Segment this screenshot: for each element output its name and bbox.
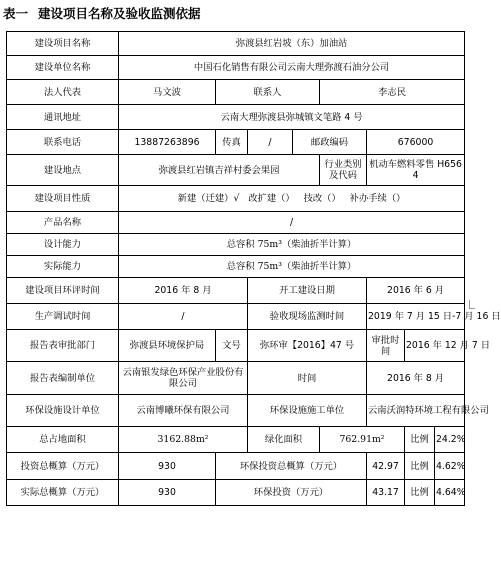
- legal-rep-value: 马文波: [119, 80, 216, 105]
- table-row: [7, 453, 465, 480]
- table-row: [7, 155, 465, 186]
- postcode-value: 676000: [367, 130, 465, 155]
- phone-value: 13887263896: [119, 130, 216, 155]
- product-label: 产品名称: [7, 212, 119, 234]
- table-row: [7, 256, 465, 278]
- docno-label: 文号: [216, 330, 248, 362]
- area-label: 总占地面积: [7, 427, 119, 453]
- approval-time-label: 审批时间: [367, 330, 405, 362]
- eia-time-value: 2016 年 8 月: [119, 278, 248, 304]
- approval-label: 报告表审批部门: [7, 330, 119, 362]
- contact-value: 李志民: [320, 80, 465, 105]
- table-row: [7, 56, 465, 80]
- investment-value: 930: [119, 453, 216, 480]
- start-date-label: 开工建设日期: [248, 278, 367, 304]
- table-row: [7, 330, 465, 362]
- fax-value: /: [248, 130, 293, 155]
- table-row: [7, 186, 465, 212]
- area-ratio-value: 24.2%: [435, 427, 465, 453]
- table-row: [7, 427, 465, 453]
- legal-rep-label: 法人代表: [7, 80, 119, 105]
- address-label: 通讯地址: [7, 105, 119, 130]
- investment-label: 投资总概算（万元）: [7, 453, 119, 480]
- project-name-label: 建设项目名称: [7, 32, 119, 56]
- industry-label: 行业类别及代码: [320, 155, 367, 186]
- table-row: [7, 278, 465, 304]
- green-area-label: 绿化面积: [248, 427, 320, 453]
- facility-design-label: 环保设施设计单位: [7, 395, 119, 427]
- page-margin-mark: [469, 300, 475, 309]
- document-title: [3, 3, 201, 25]
- compile-time-label: 时间: [248, 362, 367, 395]
- contact-label: 联系人: [216, 80, 320, 105]
- facility-build-label: 环保设施施工单位: [248, 395, 367, 427]
- start-date-value: 2016 年 6 月: [367, 278, 465, 304]
- monitor-time-value: 2019 年 7 月 15 日-7 月 16 日: [367, 304, 465, 330]
- table-row: [7, 480, 465, 506]
- docno-value: 弥环审【2016】47 号: [248, 330, 367, 362]
- green-area-value: 762.91m²: [320, 427, 405, 453]
- table-row: [7, 80, 465, 105]
- table-row: [7, 304, 465, 330]
- actual-capacity-label: 实际能力: [7, 256, 119, 278]
- table-row: [7, 395, 465, 427]
- site-label: 建设地点: [7, 155, 119, 186]
- postcode-label: 邮政编码: [293, 130, 367, 155]
- approval-dept-value: 弥渡县环境保护局: [119, 330, 216, 362]
- eia-time-label: 建设项目环评时间: [7, 278, 119, 304]
- env-investment-value: 42.97: [367, 453, 405, 480]
- table-row: [7, 130, 465, 155]
- project-name-value: 弥渡县红岩坡（东）加油站: [119, 32, 465, 56]
- table-row: [7, 212, 465, 234]
- actual-env-investment-value: 43.17: [367, 480, 405, 506]
- project-info-table: [6, 31, 501, 506]
- compile-time-value: 2016 年 8 月: [367, 362, 465, 395]
- actual-env-investment-label: 环保投资（万元）: [216, 480, 367, 506]
- industry-value: 机动车燃料零售 H6564: [367, 155, 465, 186]
- nature-label: 建设项目性质: [7, 186, 119, 212]
- compiler-value: 云南银发绿色环保产业股份有限公司: [119, 362, 248, 395]
- table-row: [7, 32, 465, 56]
- table-row: [7, 362, 465, 395]
- actual-ratio-label: 比例: [405, 480, 435, 506]
- site-value: 弥渡县红岩镇吉祥村委会果园: [119, 155, 320, 186]
- table-number: 表一: [3, 6, 29, 21]
- product-value: /: [119, 212, 465, 234]
- design-capacity-value: 总容积 75m³（柴油折半计算）: [119, 234, 465, 256]
- table-row: [7, 234, 465, 256]
- investment-ratio-label: 比例: [405, 453, 435, 480]
- unit-name-value: 中国石化销售有限公司云南大理弥渡石油分公司: [119, 56, 465, 80]
- design-capacity-label: 设计能力: [7, 234, 119, 256]
- debug-time-label: 生产调试时间: [7, 304, 119, 330]
- table-title: 建设项目名称及验收监测依据: [38, 6, 201, 21]
- area-value: 3162.88m²: [119, 427, 248, 453]
- fax-label: 传真: [216, 130, 248, 155]
- actual-ratio-value: 4.64%: [435, 480, 465, 506]
- env-investment-label: 环保投资总概算（万元）: [216, 453, 367, 480]
- investment-ratio-value: 4.62%: [435, 453, 465, 480]
- phone-label: 联系电话: [7, 130, 119, 155]
- actual-investment-label: 实际总概算（万元）: [7, 480, 119, 506]
- unit-name-label: 建设单位名称: [7, 56, 119, 80]
- area-ratio-label: 比例: [405, 427, 435, 453]
- table-row: [7, 105, 465, 130]
- nature-value: 新建（迁建）√ 改扩建（） 技改（） 补办手续（）: [119, 186, 465, 212]
- facility-build-value: 云南沃润特环境工程有限公司: [367, 395, 465, 427]
- monitor-time-label: 验收现场监测时间: [248, 304, 367, 330]
- compiler-label: 报告表编制单位: [7, 362, 119, 395]
- address-value: 云南大理弥渡县弥城镇文笔路 4 号: [119, 105, 465, 130]
- actual-investment-value: 930: [119, 480, 216, 506]
- facility-design-value: 云南博曦环保有限公司: [119, 395, 248, 427]
- debug-time-value: /: [119, 304, 248, 330]
- approval-time-value: 2016 年 12 月 7 日: [405, 330, 465, 362]
- actual-capacity-value: 总容积 75m³（柴油折半计算）: [119, 256, 465, 278]
